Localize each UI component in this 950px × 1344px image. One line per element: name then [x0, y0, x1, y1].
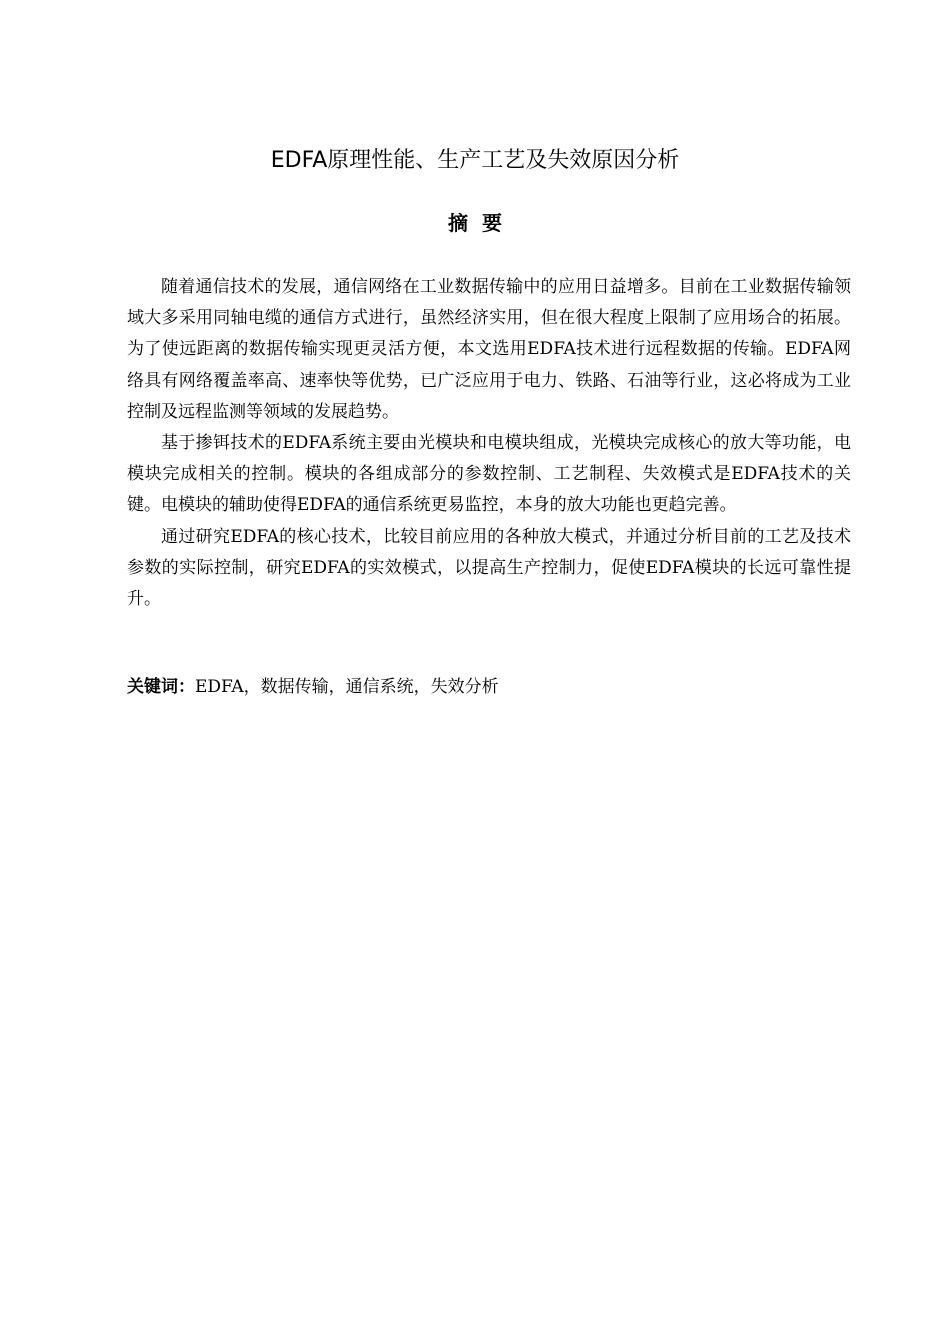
- keywords-list: EDFA，数据传输，通信系统，失效分析: [195, 677, 499, 697]
- keywords-label: 关键词：: [127, 677, 195, 697]
- abstract-paragraph-2: 基于掺铒技术的EDFA系统主要由光模块和电模块组成，光模块完成核心的放大等功能，电模块完成相关的控制。模块的各组成部分的参数控制、工艺制程、失效模式是EDFA技术的关键。电模块的辅助使得EDFA的通信系统更易监控，本身的放大功能也更趋完善。: [127, 433, 851, 516]
- document-title: EDFA原理性能、生产工艺及失效原因分析: [270, 148, 680, 173]
- abstract-paragraph-3: 通过研究EDFA的核心技术，比较目前应用的各种放大模式，并通过分析目前的工艺及技术参数的实际控制，研究EDFA的实效模式，以提高生产控制力，促使EDFA模块的长远可靠性提升。: [127, 526, 851, 610]
- abstract-paragraph-1: 随着通信技术的发展，通信网络在工业数据传输中的应用日益增多。目前在工业数据传输领域大多采用同轴电缆的通信方式进行，虽然经济实用，但在很大程度上限制了应用场合的拓展。为了使远距离的数据传输实现更灵活方便，本文选用EDFA技术进行远程数据的传输。EDFA网络具有网络覆盖率高、速率快等优势，已广泛应用于电力、铁路、石油等行业，这必将成为工业控制及远程监测等领域的发展趋势。: [127, 277, 851, 422]
- abstract-body: [127, 272, 851, 615]
- keywords-line: [127, 672, 851, 703]
- abstract-heading: 摘要: [448, 211, 516, 235]
